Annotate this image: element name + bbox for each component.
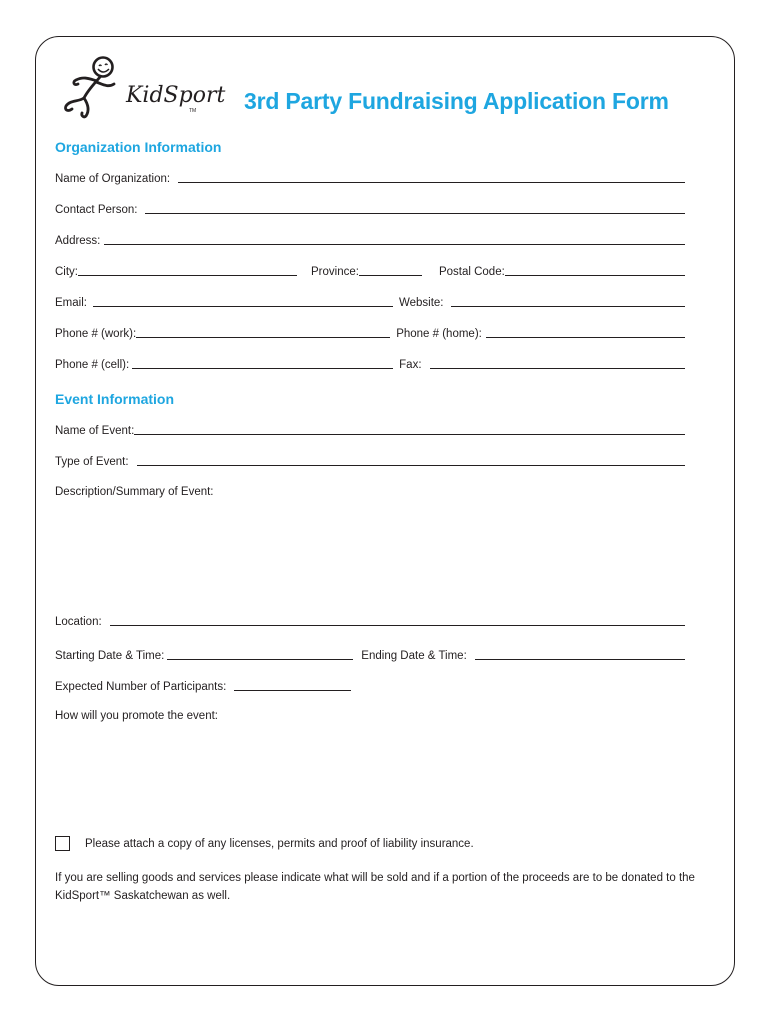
city-field[interactable]	[78, 275, 297, 276]
province-field[interactable]	[359, 275, 422, 276]
participants-row	[55, 676, 685, 694]
address-field[interactable]	[104, 244, 685, 245]
event-name-label: Name of Event:	[55, 425, 135, 437]
organization-section-heading: Organization Information	[55, 139, 222, 155]
contact-person-label: Contact Person:	[55, 204, 138, 216]
phone-home-field[interactable]	[486, 337, 685, 338]
promote-event-label: How will you promote the event:	[55, 710, 218, 722]
attach-documents-label: Please attach a copy of any licenses, permits and proof of liability insurance.	[85, 838, 474, 850]
postal-code-label: Postal Code:	[438, 266, 505, 278]
promote-event-area[interactable]	[55, 730, 685, 825]
kidsport-logo	[54, 54, 226, 120]
phone-cell-fax-row	[55, 354, 685, 372]
event-type-row	[55, 451, 685, 469]
location-label: Location:	[55, 616, 102, 628]
location-field[interactable]	[110, 625, 685, 626]
end-date-label: Ending Date & Time:	[361, 650, 467, 662]
phone-home-label: Phone # (home):	[396, 328, 482, 340]
phone-cell-field[interactable]	[132, 368, 393, 369]
city-province-postal-row	[55, 261, 685, 279]
start-end-date-row	[55, 645, 685, 663]
participants-field[interactable]	[234, 690, 351, 691]
location-row	[55, 611, 685, 629]
participants-label: Expected Number of Participants:	[55, 681, 227, 693]
address-row	[55, 230, 685, 248]
contact-person-row	[55, 199, 685, 217]
event-type-label: Type of Event:	[55, 456, 129, 468]
contact-person-field[interactable]	[145, 213, 685, 214]
attach-documents-checkbox[interactable]	[55, 836, 70, 851]
start-date-field[interactable]	[167, 659, 353, 660]
event-description-area[interactable]	[55, 506, 685, 606]
org-name-row	[55, 168, 685, 186]
phone-work-home-row	[55, 323, 685, 341]
email-website-row	[55, 292, 685, 310]
website-label: Website:	[398, 297, 444, 309]
end-date-field[interactable]	[475, 659, 685, 660]
fax-label: Fax:	[399, 359, 422, 371]
form-title: 3rd Party Fundraising Application Form	[244, 88, 669, 114]
city-label: City:	[55, 266, 78, 278]
fax-field[interactable]	[430, 368, 685, 369]
logo-trademark: TM	[189, 108, 197, 114]
website-field[interactable]	[451, 306, 685, 307]
email-field[interactable]	[93, 306, 393, 307]
phone-work-field[interactable]	[136, 337, 390, 338]
event-section-heading: Event Information	[55, 391, 175, 407]
address-label: Address:	[55, 235, 101, 247]
logo-wordmark: KidSport	[126, 83, 226, 108]
event-description-label: Description/Summary of Event:	[55, 486, 214, 498]
selling-goods-note: If you are selling goods and services please indicate what will be sold and if a portion of the proceeds are to be donated to the KidSport™ Saskatchewan as well.	[55, 872, 695, 902]
province-label: Province:	[311, 266, 359, 278]
event-name-row	[55, 420, 685, 438]
postal-code-field[interactable]	[505, 275, 685, 276]
event-type-field[interactable]	[137, 465, 685, 466]
email-label: Email:	[55, 297, 87, 309]
phone-work-label: Phone # (work):	[55, 328, 137, 340]
phone-cell-label: Phone # (cell):	[55, 359, 130, 371]
org-name-field[interactable]	[178, 182, 685, 183]
start-date-label: Starting Date & Time:	[55, 650, 165, 662]
event-name-field[interactable]	[134, 434, 685, 435]
org-name-label: Name of Organization:	[55, 173, 171, 185]
